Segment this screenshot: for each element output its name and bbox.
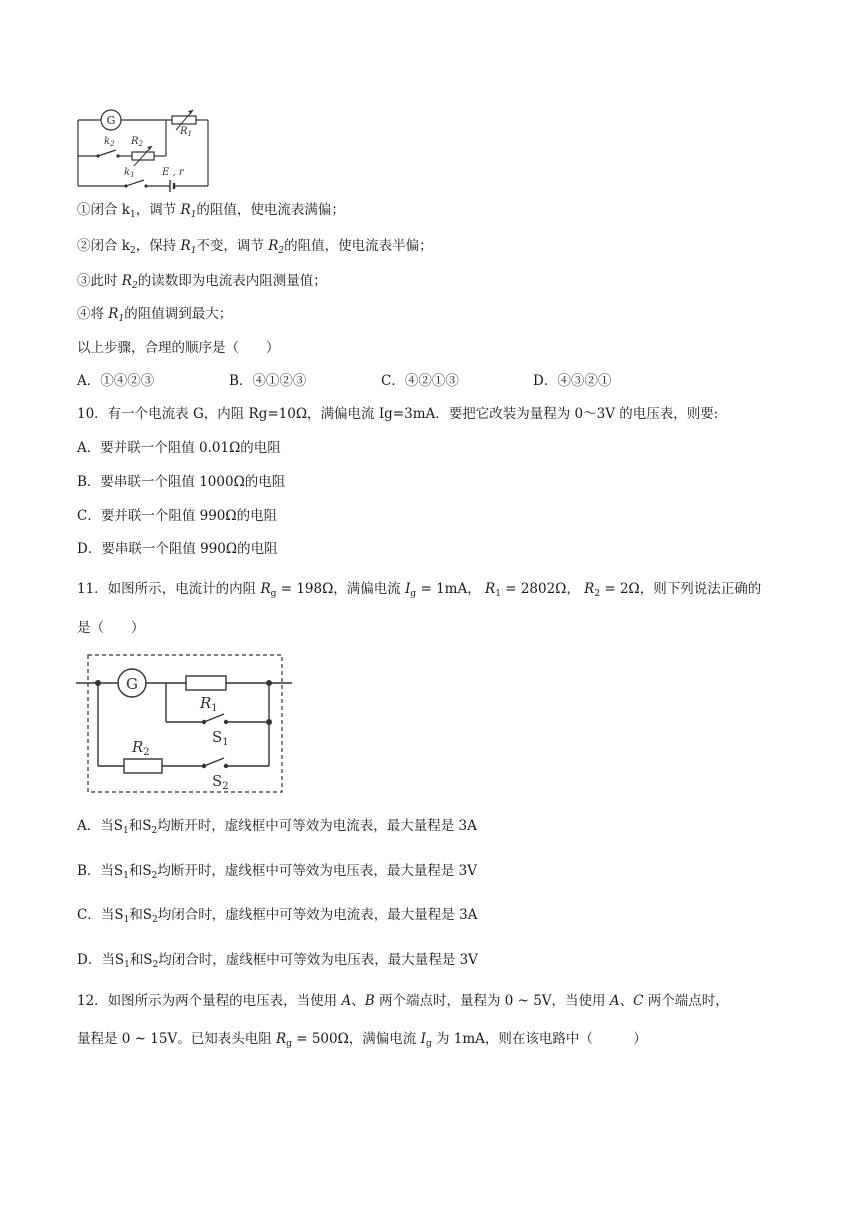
q9-option-a[interactable]: A．①④②③ (77, 373, 155, 389)
k2-label: $k_2$ (104, 136, 115, 148)
q10-option-c[interactable]: C．要并联一个阻值 990Ω的电阻 (77, 508, 278, 524)
s2-label: $S_2$ (212, 772, 229, 792)
q9-question: 以上步骤，合理的顺序是（ ） (77, 340, 280, 356)
k2-switch (98, 150, 116, 156)
s1-switch (204, 714, 224, 722)
galvanometer-label: G (106, 114, 116, 127)
q11-option-c[interactable]: C．当$S_1$和$S_2$均闭合时，虚线框中可等效为电流表，最大量程是 3A (77, 907, 478, 925)
r2-label: $R_2$ (132, 738, 150, 758)
q11-stem: 11．如图所示，电流计的内阻 $R_g = 198\Omega$，满偏电流 $I_g = 1mA$， $R_1 = 2802\Omega$， $R_2 = 2\Omega$，则下列说法正确的 (77, 581, 762, 599)
q10-option-a[interactable]: A．要并联一个阻值 0.01Ω的电阻 (77, 440, 281, 456)
q9-option-d[interactable]: D．④③②① (533, 373, 612, 389)
q9-options (77, 372, 685, 390)
q12-stem-line1: 12．如图所示为两个量程的电压表，当使用 A、B 两个端点时，量程为 0 ~ 5V，当使用 A、C 两个端点时， (77, 993, 729, 1009)
s2-switch (204, 758, 224, 766)
emf-label: E , r (162, 167, 184, 178)
r1-resistor (186, 676, 226, 690)
q11-option-d[interactable]: D．当$S_1$和$S_2$均闭合时，虚线框中可等效为电压表，最大量程是 3V (77, 952, 478, 970)
r2-label: $R_2$ (131, 136, 143, 148)
q9-option-c[interactable]: C．④②①③ (381, 373, 459, 389)
q10-option-b[interactable]: B．要串联一个阻值 1000Ω的电阻 (77, 474, 286, 490)
q11-option-b[interactable]: B．当$S_1$和$S_2$均断开时，虚线框中可等效为电压表，最大量程是 3V (77, 863, 478, 881)
r1-label: $R_1$ (180, 126, 192, 138)
k1-label: $k_1$ (124, 167, 135, 179)
q9-step1: ①闭合 $k_1$，调节 $R_1$的阻值，使电流表满偏； (77, 202, 345, 220)
half-deflection-circuit-figure (74, 100, 214, 192)
r1-label: $R_1$ (200, 694, 218, 714)
q9-step4: ④将 $R_1$的阻值调到最大； (77, 306, 233, 324)
r2-resistor (124, 759, 162, 773)
galvanometer-label: G (126, 675, 138, 693)
dashed-box (88, 655, 282, 792)
q9-step2: ②闭合 $k_2$，保持 $R_1$不变，调节 $R_2$的阻值，使电流表半偏； (77, 238, 433, 256)
k1-switch (126, 180, 144, 186)
q11-option-a[interactable]: A．当$S_1$和$S_2$均断开时，虚线框中可等效为电流表，最大量程是 3A (77, 818, 477, 836)
q11-stem-cont: 是（ ） (77, 620, 145, 636)
q10-stem: 10．有一个电流表 G，内阻 Rg=10Ω，满偏电流 Ig=3mA．要把它改装为量程为 0～3V 的电压表，则要: (77, 406, 719, 422)
meter-conversion-circuit-figure (76, 652, 292, 796)
q9-step3: ③此时 $R_2$的读数即为电流表内阻测量值； (77, 273, 327, 291)
q9-option-b[interactable]: B．④①②③ (229, 373, 307, 389)
q10-option-d[interactable]: D．要串联一个阻值 990Ω的电阻 (77, 541, 278, 557)
s1-label: $S_1$ (212, 728, 229, 748)
q12-stem-line2: 量程是 0 ~ 15V。已知表头电阻 $R_g = 500\Omega$，满偏电流 $I_g$ 为 1mA，则在该电路中（ ） (77, 1031, 647, 1049)
